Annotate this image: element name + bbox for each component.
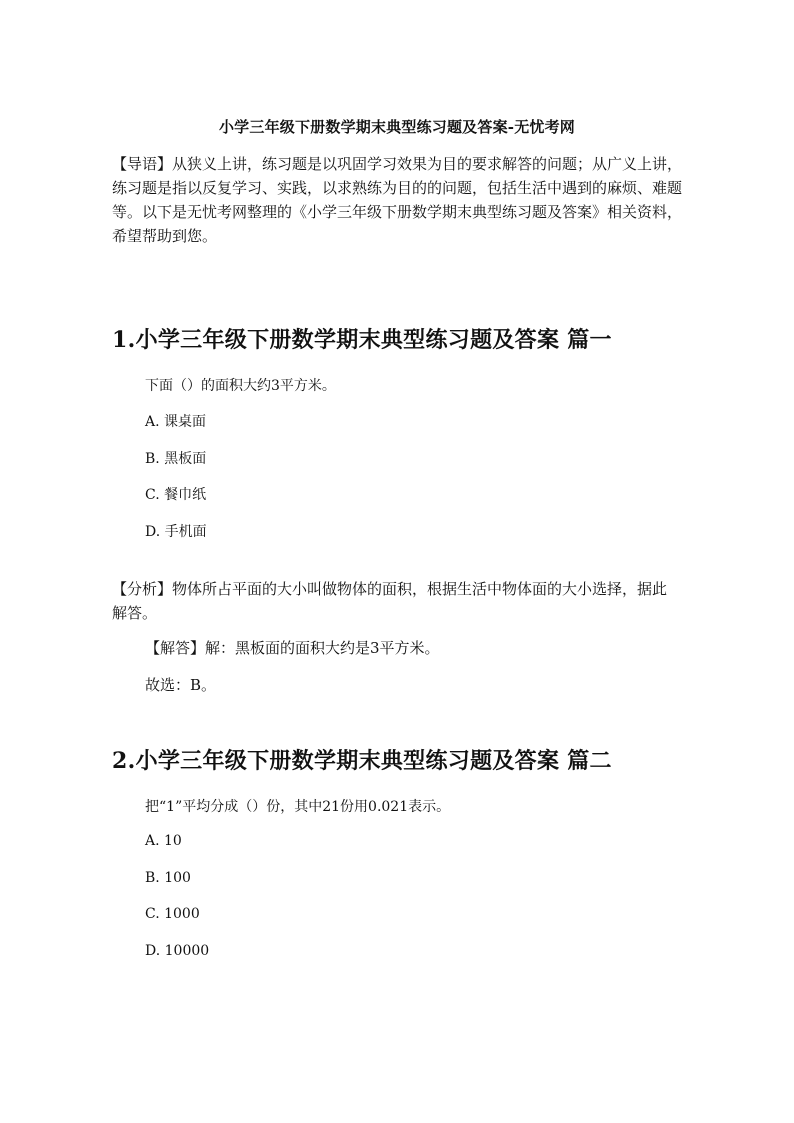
section-1-option-a: A. 课桌面 — [145, 414, 207, 430]
section-1-option-b: B. 黑板面 — [145, 451, 207, 467]
section-1-answer: 【解答】解：黑板面的面积大约是3平方米。 — [145, 639, 440, 657]
section-1-option-c: C. 餐巾纸 — [145, 487, 207, 503]
document-title: 小学三年级下册数学期末典型练习题及答案-无忧考网 — [218, 118, 576, 136]
section-1-question: 下面（）的面积大约3平方米。 — [145, 378, 336, 394]
section-2-option-b: B. 100 — [145, 870, 191, 886]
section-1-heading: 1.小学三年级下册数学期末典型练习题及答案 篇一 — [112, 327, 612, 353]
section-2-option-d: D. 10000 — [145, 943, 210, 959]
section-2-heading: 2.小学三年级下册数学期末典型练习题及答案 篇二 — [112, 748, 612, 774]
section-2-option-a: A. 10 — [145, 833, 182, 849]
section-1-option-d: D. 手机面 — [145, 524, 207, 540]
section-1-analysis: 【分析】物体所占平面的大小叫做物体的面积，根据生活中物体面的大小选择，据此解答。 — [112, 580, 668, 622]
section-1-choice: 故选：B。 — [145, 676, 217, 694]
section-2-question: 把“1”平均分成（）份，其中21份用0.021表示。 — [145, 799, 451, 815]
intro-paragraph: 【导语】从狭义上讲，练习题是以巩固学习效果为目的要求解答的问题；从广义上讲，练习题是指以反复学习、实践，以求熟练为目的的问题，包括生活中遇到的麻烦、难题等。以下是无忧考网整理的《小学三年级下册数学期末典型练习题及答案》相关资料，希望帮助到您。 — [112, 155, 683, 245]
section-2-option-c: C. 1000 — [145, 906, 200, 922]
